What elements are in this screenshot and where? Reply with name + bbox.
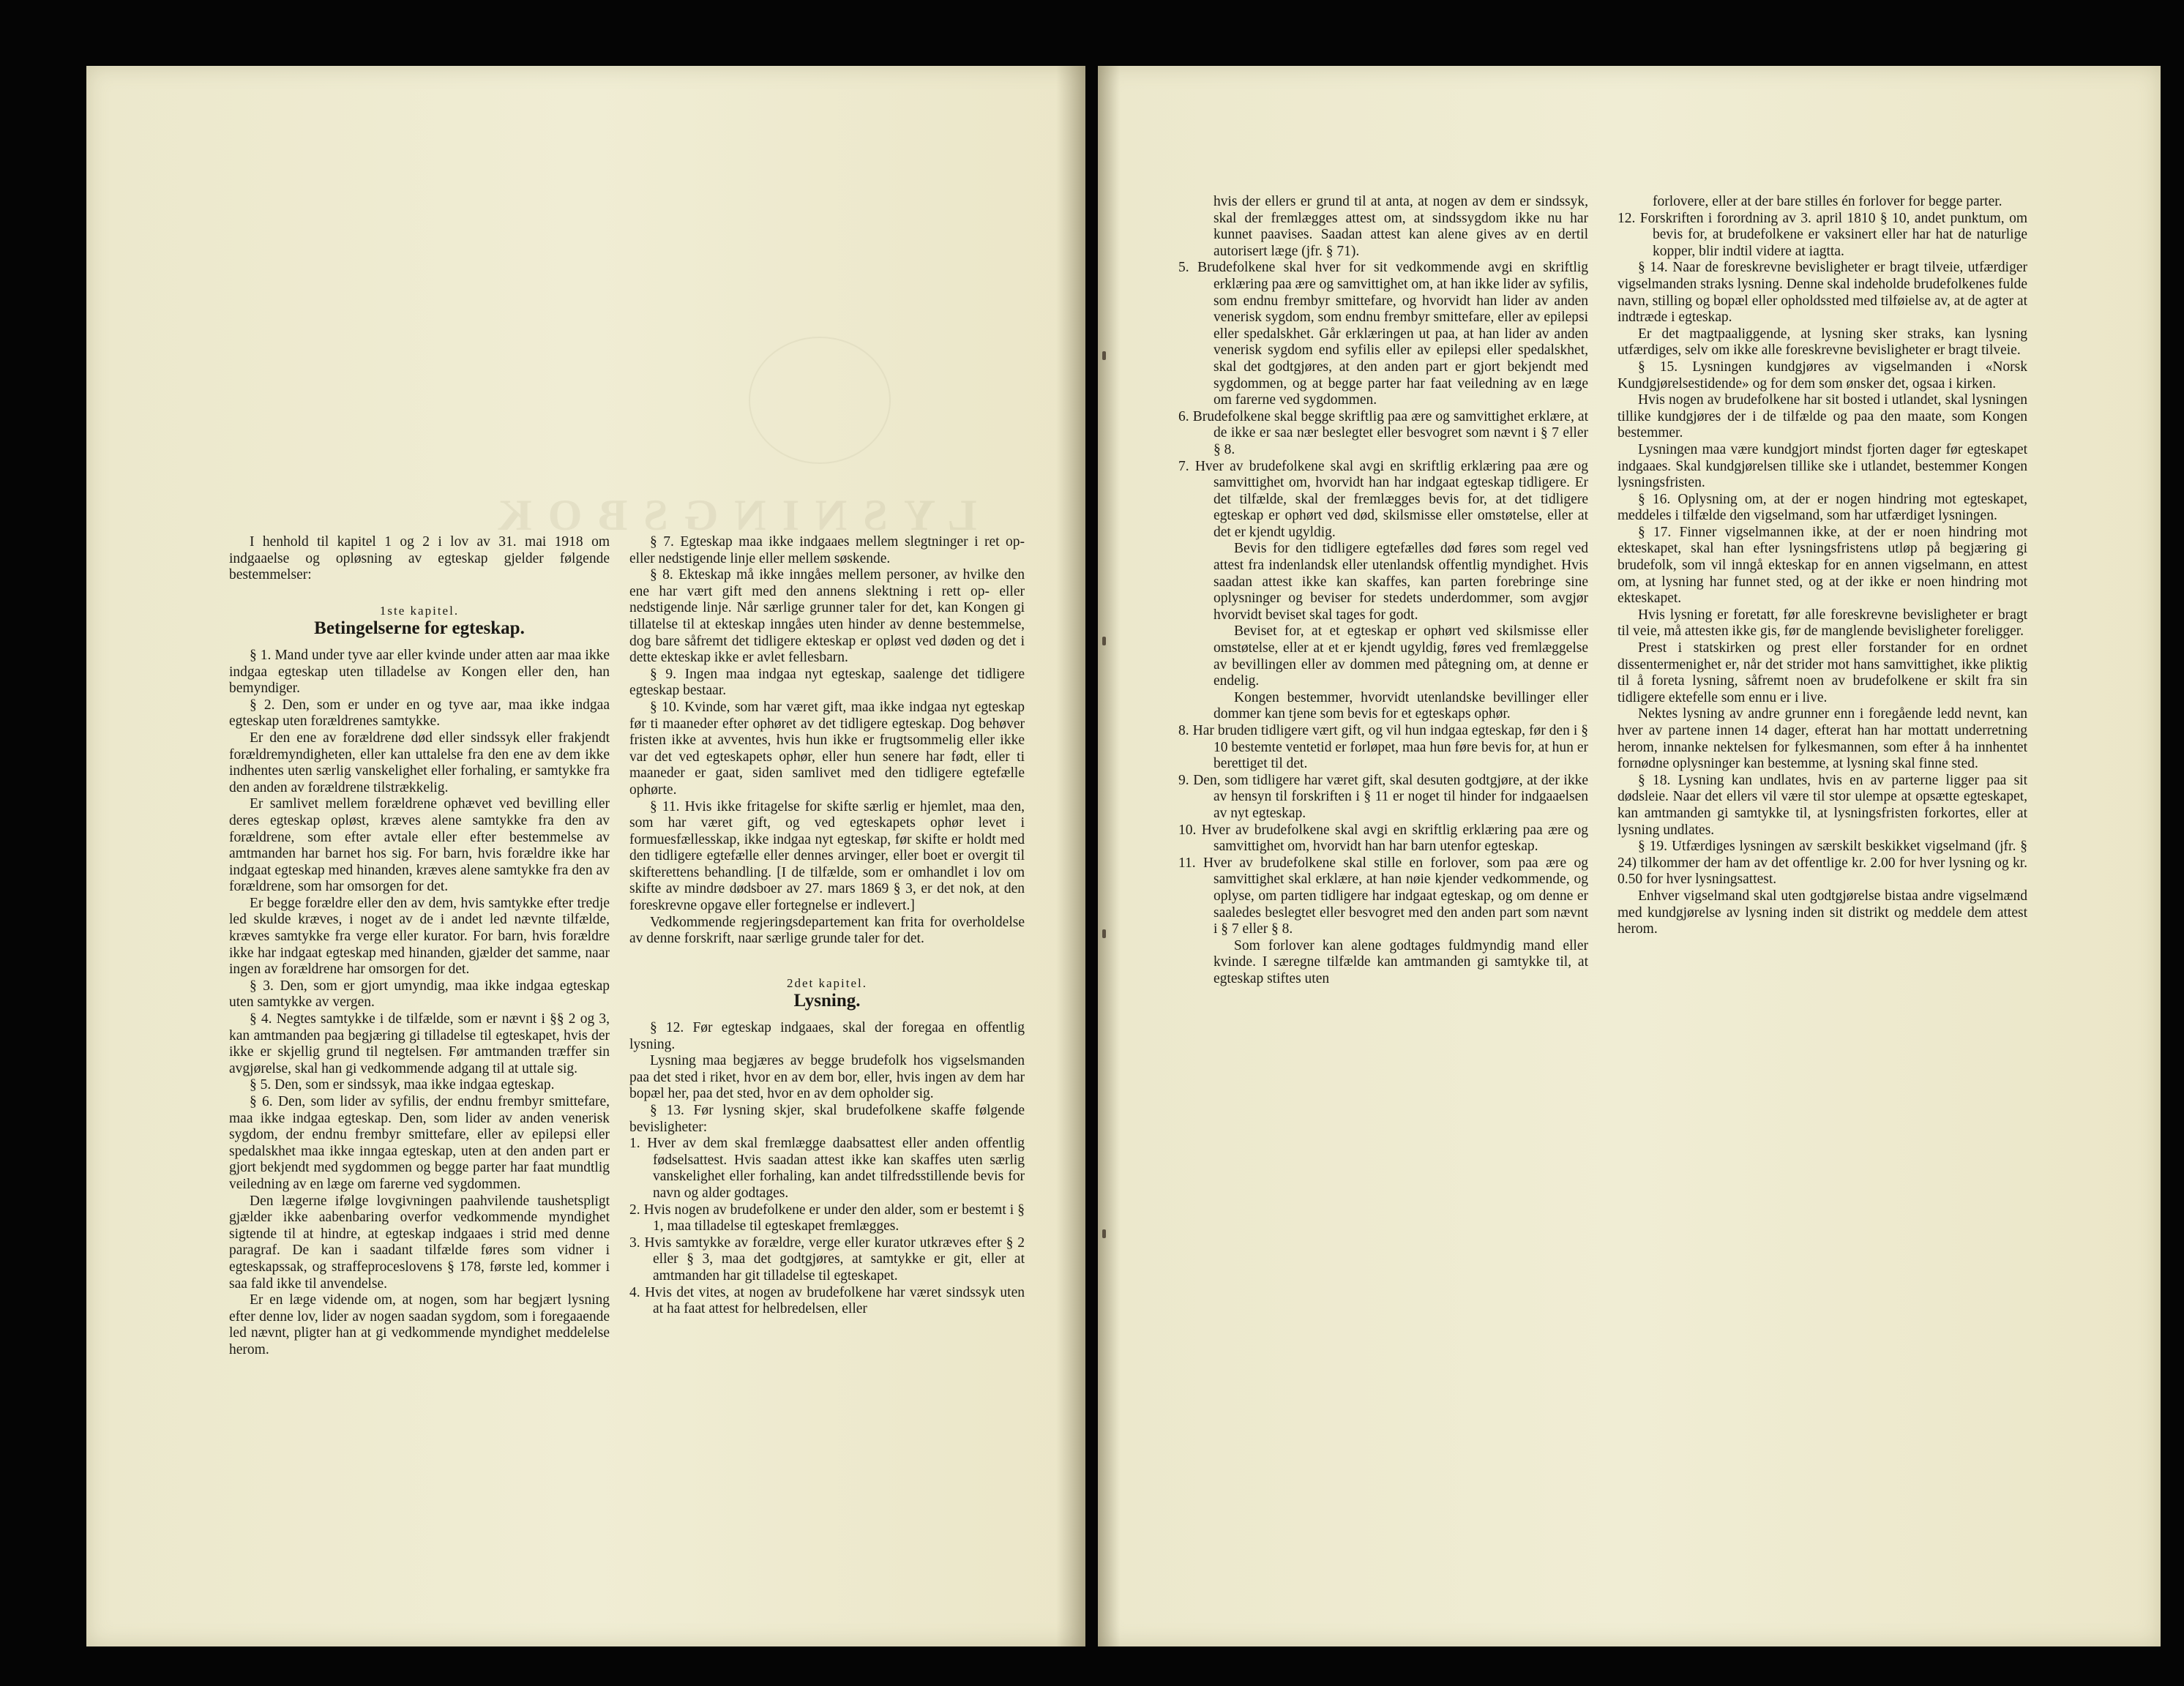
paragraph: Hvis nogen av brudefolkene har sit bosted i utlandet, skal lysningen tillike kundgjøres der i de tilfælde og paa den maate, som Kongen bestemmer. [1618,392,2027,441]
paragraph: § 2. Den, som er under en og tyve aar, maa ikke indgaa egteskap uten forældrenes samtykke. [229,697,610,730]
binding-stitch [1102,637,1106,645]
list-item: 2. Hvis nogen av brudefolkene er under den alder, som er bestemt i § 1, maa tilladelse til egteskapet fremlægges. [629,1202,1025,1234]
chapter-title: Lysning. [793,991,861,1011]
gutter-shadow [1098,66,1120,1646]
paragraph: Prest i statskirken og prest eller forstander for en ordnet dissentermenighet er, når det strider mot hans samvittighet, ikke pliktig til å foreta lysning, såfremt noen av brudefolkene er skilt fra sin tidligere ektefelle som ennu er i live. [1618,640,2027,705]
paragraph: § 8. Ekteskap må ikke inngåes mellem personer, av hvilke den ene har vært gift med den annens slektning i rett op- eller nedstigende linje. Når særlige grunner taler for det, kan Kongen gi tillatelse til at ekteskap inngåes uten hinder av denne bestemmelse, dog bare såfremt det tidligere ekteskap er opløst ved døden og det i dette ekteskap ikke er avlet fellesbarn. [629,567,1025,666]
paragraph: hvis der ellers er grund til at anta, at nogen av dem er sindssyk, skal der fremlægges attest om, at sindssygdom ikke nu har kunnet paavises. Saadan attest kan alene gives av en dertil autorisert læge (jfr. § 71). [1213,194,1588,259]
paragraph: Vedkommende regjeringsdepartement kan frita for overholdelse av denne forskrift, naar særlige grunde taler for det. [629,914,1025,947]
list-item: 7. Hver av brudefolkene skal avgi en skriftlig erklæring paa ære og samvittighet om, hvorvidt han har indgaat egteskap tidligere. Er det tilfælde, skal der fremlægges bevis for, at det tidligere egteskap er ophørt ved død, skilsmisse eller omstøtelse, eller at det er kjendt ugyldig. [1178,458,1588,540]
paragraph: Nektes lysning av andre grunner enn i foregående ledd nevnt, kan hver av partene innen 14 dager, efterat han har mottatt underretning herom, innanke nektelsen for fylkesmannen, som efter å ha innhentet fornødne oplysninger kan bestemme, at lysning skal finne sted. [1618,706,2027,772]
paragraph: § 16. Oplysning om, at der er nogen hindring mot egteskapet, meddeles i tilfælde den vigselmand, som har utfærdiget lysningen. [1618,491,2027,524]
right-page [1098,66,2161,1646]
paragraph: Bevis for den tidligere egtefælles død føres som regel ved attest fra indenlandsk eller utenlandsk offentlig myndighet. Hvis saadan attest ikke kan skaffes, kan parten forebringe sine oplysninger og beviser for stedets underdommer, som avgjør hvorvidt beviset skal tages for godt. [1213,541,1588,623]
paragraph: § 12. Før egteskap indgaaes, skal der foregaa en offentlig lysning. [629,1020,1025,1052]
list-item: 1. Hver av dem skal fremlægge daabsattest eller anden offentlig fødselsattest. Hvis saadan attest ikke kan skaffes uten særlig vanskelighet eller forhaling, kan andet tilfredsstillende bevis for navn og alder godtages. [629,1136,1025,1201]
chapter-number: 2det kapitel. [786,975,868,990]
paragraph: § 5. Den, som er sindssyk, maa ikke indgaa egteskap. [250,1077,555,1093]
binding-stitch [1102,351,1106,360]
paragraph: § 15. Lysningen kundgjøres av vigselmanden i «Norsk Kundgjørelsestidende» og for dem som ønsker det, ogsaa i kirken. [1618,359,2027,391]
left-page-column-2 [629,534,1025,1318]
paragraph: Er den ene av forældrene død eller sindssyk eller frakjendt forældremyndigheten, eller kan uttalelse fra den ene av dem ikke indhentes uten særlig vanskelighet eller forhaling, er samtykke fra den anden av forældrene tilstrækkelig. [229,730,610,795]
list-item: 5. Brudefolkene skal hver for sit vedkommende avgi en skriftlig erklæring paa ære og samvittighet om, at han ikke lider av syfilis, som endnu frembyr smittefare, og hvorvidt han lider av anden venerisk sygdom, som endnu frembyr smittefare, eller av epilepsi eller spedalskhet. Går erklæringen ut paa, at han lider av anden venerisk sygdom end syfilis eller av epilepsi eller spedalskhet, skal det godtgjøres, at den anden part er gjort bekjendt med sygdommen, og at begge parter har faat veiledning av en læge om farerne ved sygdommen. [1178,260,1588,408]
paragraph: § 6. Den, som lider av syfilis, der endnu frembyr smittefare, maa ikke indgaa egteskap. Den, som lider av anden venerisk sygdom, der endnu frembyr smittefare, eller av epilepsi eller spedalskhet maa ikke inngaa egteskap, uten at den anden part er gjort bekjendt med sygdommen og begge parter har faat mundtlig veiledning av en læge om farerne ved sygdommen. [229,1094,610,1192]
paragraph: § 3. Den, som er gjort umyndig, maa ikke indgaa egteskap uten samtykke av vergen. [229,978,610,1011]
paragraph: § 11. Hvis ikke fritagelse for skifte særlig er hjemlet, maa den, som har været gift, og ved egteskapets ophør levet i formuesfællesskap, ikke indgaa nyt egteskap, før skifte er holdt med den tidligere egtefælle eller dennes arvinger, eller boet er overgit til skifterettens behandling. [I de tilfælde, som er omhandlet i lov om skifte av mindre dødsboer av 27. mars 1869 § 3, er det nok, at den foreskrevne opgave eller fortegnelse er indlevert.] [629,798,1025,914]
paragraph: § 1. Mand under tyve aar eller kvinde under atten aar maa ikke indgaa egteskap uten tilladelse av Kongen eller den, han bemyndiger. [229,647,610,697]
seal-show-through [749,337,891,464]
paragraph: forlovere, eller at der bare stilles én forlover for begge parter. [1653,194,2002,209]
list-item: 10. Hver av brudefolkene skal avgi en skriftlig erklæring paa ære og samvittighet om, hvorvidt han har barn utenfor egteskap. [1178,822,1588,855]
paragraph: Hvis lysning er foretatt, før alle foreskrevne bevisligheter er bragt til veie, må attesten ikke gis, før de manglende bevisligheter foreligger. [1618,607,2027,640]
paragraph: § 19. Utfærdiges lysningen av særskilt beskikket vigselmand (jfr. § 24) tilkommer der ham av det offentlige kr. 2.00 for hver lysning og kr. 0.50 for hver lysningsattest. [1618,839,2027,888]
paragraph: § 10. Kvinde, som har været gift, maa ikke indgaa nyt egteskap før ti maaneder efter ophøret av det tidligere egteskap. Dog behøver fristen ikke at avventes, hvis hun ikke er frugtsommelig eller ikke var det ved egteskapets ophør, eller hun senere har født, eller ti maaneder er gaat, siden samlivet med den tidligere egtefælle ophørte. [629,699,1025,798]
paragraph: § 14. Naar de foreskrevne bevisligheter er bragt tilveie, utfærdiger vigselmanden straks lysning. Denne skal indeholde brudefolkenes fulde navn, stilling og bopæl eller opholdssted med tilføielse av, at de agter at indtræde i egteskap. [1618,260,2027,326]
paragraph: § 7. Egteskap maa ikke indgaaes mellem slegtninger i ret op- eller nedstigende linje eller mellem søskende. [629,534,1025,566]
paragraph: Lysningen maa være kundgjort mindst fjorten dager før egteskapet indgaaes. Skal kundgjørelsen tillike ske i utlandet, bestemmer Kongen lysningsfristen. [1618,441,2027,491]
left-page [86,66,1085,1646]
list-item: 12. Forskriften i forordning av 3. april 1810 § 10, andet punktum, om bevis for, at brudefolkene er vaksinert eller har hat de naturlige kopper, blir indtil videre at iagtta. [1618,210,2027,259]
gutter-shadow [1056,66,1085,1646]
right-page-column-1 [1178,194,1588,988]
paragraph: § 18. Lysning kan undlates, hvis en av parterne ligger paa sit dødsleie. Naar det ellers vil være til stor ulempe at opsætte egteskapet, kan amtmanden gi samtykke til, at lysningsfristen forkortes, eller at lysning undlates. [1618,772,2027,838]
paragraph: § 4. Negtes samtykke i de tilfælde, som er nævnt i §§ 2 og 3, kan amtmanden paa begjæring gi tilladelse til egteskapet, hvis der ikke er skjellig grund til negtelsen. Før amtmanden træffer sin avgjørelse, skal han gi vedkommende adgang til at uttale sig. [229,1011,610,1076]
paragraph: § 9. Ingen maa indgaa nyt egteskap, saalenge det tidligere egteskap bestaar. [629,666,1025,699]
right-page-column-2 [1618,194,2027,938]
list-item: 9. Den, som tidligere har været gift, skal desuten godtgjøre, at der ikke av hensyn til forskriften i § 11 er noget til hinder for indgaaelsen av nyt egteskap. [1178,772,1588,821]
paragraph: Som forlover kan alene godtages fuldmyndig mand eller kvinde. I særegne tilfælde kan amtmanden gi samtykke til, at egteskap stiftes uten [1213,937,1588,986]
left-page-column-1 [229,534,610,1359]
paragraph: Kongen bestemmer, hvorvidt utenlandske bevillinger eller dommer kan tjene som bevis for et egteskaps ophør. [1213,689,1588,722]
paragraph: Beviset for, at et egteskap er ophørt ved skilsmisse eller omstøtelse, eller at et er kjendt ugyldig, føres ved fremlæggelse av bevillingen eller av dommen med påtegning om, at denne er endelig. [1213,623,1588,689]
chapter-number: 1ste kapitel. [379,603,460,618]
intro-paragraph: I henhold til kapitel 1 og 2 i lov av 31. mai 1918 om indgaaelse og opløsning av egteskap gjelder følgende bestemmelser: [229,534,610,583]
list-item: 4. Hvis det vites, at nogen av brudefolkene har været sindssyk uten at ha faat attest for helbredelsen, eller [629,1284,1025,1317]
show-through-title: LYSNINGSBOK [482,491,977,539]
paragraph: Er samlivet mellem forældrene ophævet ved bevilling eller deres egteskap opløst, kræves alene samtykke fra den av forældrene, som efter avtale eller efter bestemmelse av amtmanden har barnet hos sig. For barn, hvis forældre ikke har indgaat egteskap med hinanden, kræves alene samtykke fra den av forældrene, som har omsorgen for det. [229,796,610,895]
paragraph: Er det magtpaaliggende, at lysning sker straks, kan lysning utfærdiges, selv om ikke alle foreskrevne bevisligheter er bragt tilveie. [1618,326,2027,359]
chapter-title: Betingelserne for egteskap. [314,618,525,639]
paragraph: Den lægerne ifølge lovgivningen paahvilende taushetspligt gjælder ikke aabenbaring overfor vedkommende myndighet sigtende til at hindre, at egteskap indgaaes i strid med denne paragraf. De kan i saadant tilfælde føres som vidner i egteskapssak, og straffeproceslovens § 178, første led, kommer i saa fald ikke til anvendelse. [229,1193,610,1292]
paragraph: Er begge forældre eller den av dem, hvis samtykke efter tredje led skulde kræves, i noget av de i andet led nævnte tilfælde, kræves samtykke fra verge eller kurator. For barn, hvis forældre ikke har indgaat egteskap med hinanden, gjælder det samme, naar ingen av forældrene har omsorgen for det. [229,895,610,978]
binding-stitch [1102,1229,1106,1238]
list-item: 3. Hvis samtykke av forældre, verge eller kurator utkræves efter § 2 eller § 3, maa det godtgjøres, at samtykke er git, eller at amtmanden har git tilladelse til egteskapet. [629,1234,1025,1284]
list-item: 8. Har bruden tidligere vært gift, og vil hun indgaa egteskap, før den i § 10 bestemte ventetid er forløpet, maa hun føre bevis for, at hun er berettiget til det. [1178,723,1588,772]
list-item: 11. Hver av brudefolkene skal stille en forlover, som paa ære og samvittighet skal erklære, at han nøie kjender vedkommende, og oplyse, om parten tidligere har indgaat egteskap, og om denne er saaledes beslegtet eller besvogret med den anden part som nævnt i § 7 eller § 8. [1178,855,1588,937]
list-item: 6. Brudefolkene skal begge skriftlig paa ære og samvittighet erklære, at de ikke er saa nær beslegtet eller besvogret som nævnt i § 7 eller § 8. [1178,408,1588,457]
paragraph: Enhver vigselmand skal uten godtgjørelse bistaa andre vigselmænd med kundgjørelse av lysning inden sit distrikt og meddele dem attest herom. [1618,888,2027,937]
paragraph: § 13. Før lysning skjer, skal brudefolkene skaffe følgende bevisligheter: [629,1103,1025,1135]
paragraph: Er en læge vidende om, at nogen, som har begjært lysning efter denne lov, lider av nogen saadan sygdom, som i foregaaende led nævnt, pligter han at gi vedkommende myndighet meddelelse herom. [229,1292,610,1357]
paragraph: § 17. Finner vigselmannen ikke, at der er noen hindring mot ekteskapet, skal han efter lysningsfristens utløp på begjæring gi brudefolk, som vil inngå ekteskap for en annen vigselmann, en attest om, at lysning har funnet sted, og at der ikke er noen hindring mot ekteskapet. [1618,524,2027,607]
binding-stitch [1102,929,1106,938]
paragraph: Lysning maa begjæres av begge brudefolk hos vigselsmanden paa det sted i riket, hvor en av dem bor, eller, hvis ingen av dem har bopæl her, paa det sted, hvor en av dem opholder sig. [629,1053,1025,1102]
